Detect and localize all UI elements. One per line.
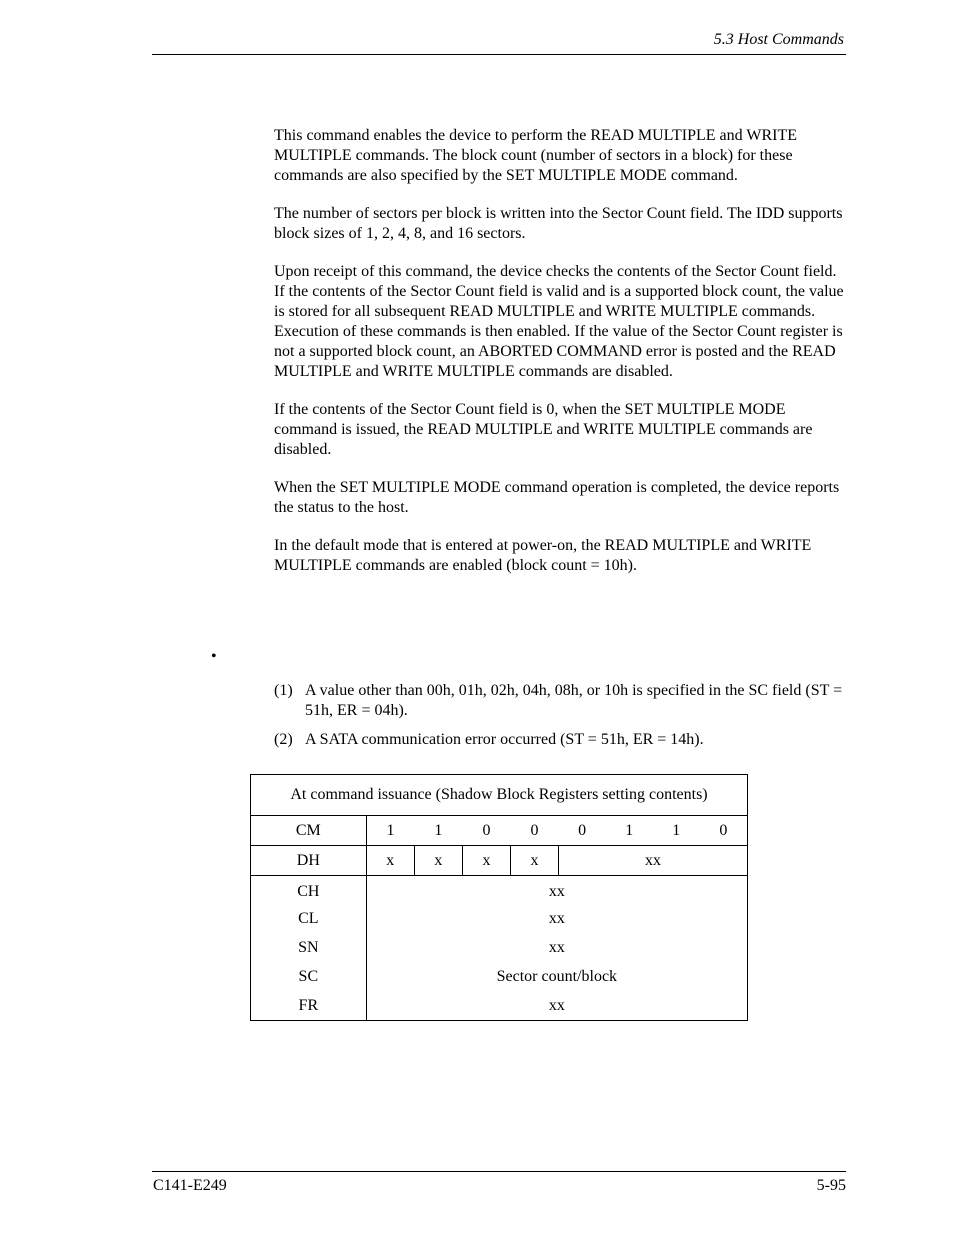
bit-cell: x — [366, 846, 414, 876]
register-value: xx — [548, 910, 565, 927]
header-rule — [152, 54, 846, 55]
register-table — [250, 774, 748, 1021]
register-name: SN — [251, 934, 367, 963]
list-number: (1) — [274, 682, 293, 699]
table-row — [251, 876, 748, 905]
register-value: xx — [548, 883, 565, 901]
list-number: (2) — [274, 731, 293, 748]
list-item — [274, 681, 846, 721]
bit-cell: 0 — [700, 816, 748, 846]
bit-cell: 1 — [606, 816, 653, 846]
paragraph: The number of sectors per block is written into the Sector Count field. The IDD supports block sizes of 1, 2, 4, 8, and 16 sectors. — [274, 205, 843, 242]
paragraph: This command enables the device to perform the READ MULTIPLE and WRITE MULTIPLE commands. The block count (number of sectors in a block) for these commands are also specified by the SET MULTIPLE MODE command. — [274, 127, 797, 184]
error-list — [274, 681, 846, 759]
paragraph: When the SET MULTIPLE MODE command operation is completed, the device reports the status to the host. — [274, 479, 840, 516]
register-value: xx — [548, 939, 565, 956]
bit-cell: 0 — [462, 816, 510, 846]
table-row — [251, 992, 748, 1021]
register-value: xx — [548, 996, 565, 1014]
paragraph: If the contents of the Sector Count field is 0, when the SET MULTIPLE MODE command is issued, the READ MULTIPLE and WRITE MULTIPLE commands are disabled. — [274, 401, 813, 458]
table-row — [251, 816, 748, 846]
paragraph: Upon receipt of this command, the device checks the contents of the Sector Count field. If the contents of the Sector Count field is valid and is a supported block count, the value is stored for all subsequent READ MULTIPLE and WRITE MULTIPLE commands. Execution of these commands is then enabled. If the value of the Sector Count register is not a supported block count, an ABORTED COMMAND error is posted and the READ MULTIPLE and WRITE MULTIPLE commands are disabled. — [274, 263, 844, 380]
table-row — [251, 905, 748, 934]
table-row — [251, 963, 748, 992]
body-text — [274, 126, 846, 594]
bit-cell: 0 — [511, 816, 559, 846]
bit-cell: 0 — [559, 816, 606, 846]
register-name: CH — [251, 876, 367, 905]
register-name: DH — [251, 846, 367, 876]
table-row — [251, 846, 748, 876]
paragraph: In the default mode that is entered at power-on, the READ MULTIPLE and WRITE MULTIPLE commands are enabled (block count = 10h). — [274, 537, 812, 574]
table-caption: At command issuance (Shadow Block Registers setting contents) — [251, 775, 748, 816]
table-row — [251, 934, 748, 963]
dh-low-cell: xx — [559, 846, 748, 876]
register-name: FR — [251, 992, 367, 1021]
bit-cell: x — [414, 846, 462, 876]
bit-cell: x — [511, 846, 559, 876]
bit-cell: 1 — [414, 816, 462, 846]
bit-cell: 1 — [653, 816, 700, 846]
footer-rule — [152, 1171, 846, 1172]
bullet-marker: • — [211, 648, 217, 665]
bit-cell: 1 — [366, 816, 414, 846]
running-header: 5.3 Host Commands — [713, 31, 844, 48]
document-id: C141-E249 — [153, 1177, 227, 1194]
list-item — [274, 730, 846, 750]
register-value: Sector count/block — [496, 968, 618, 985]
register-name: SC — [251, 963, 367, 992]
bit-cell: x — [462, 846, 510, 876]
list-text: A SATA communication error occurred (ST = 51h, ER = 14h). — [305, 731, 704, 748]
register-name: CM — [251, 816, 367, 846]
register-name: CL — [251, 905, 367, 934]
list-text: A value other than 00h, 01h, 02h, 04h, 08h, or 10h is specified in the SC field (ST = 51h, ER = 04h). — [305, 682, 843, 719]
page-number: 5-95 — [816, 1177, 846, 1194]
